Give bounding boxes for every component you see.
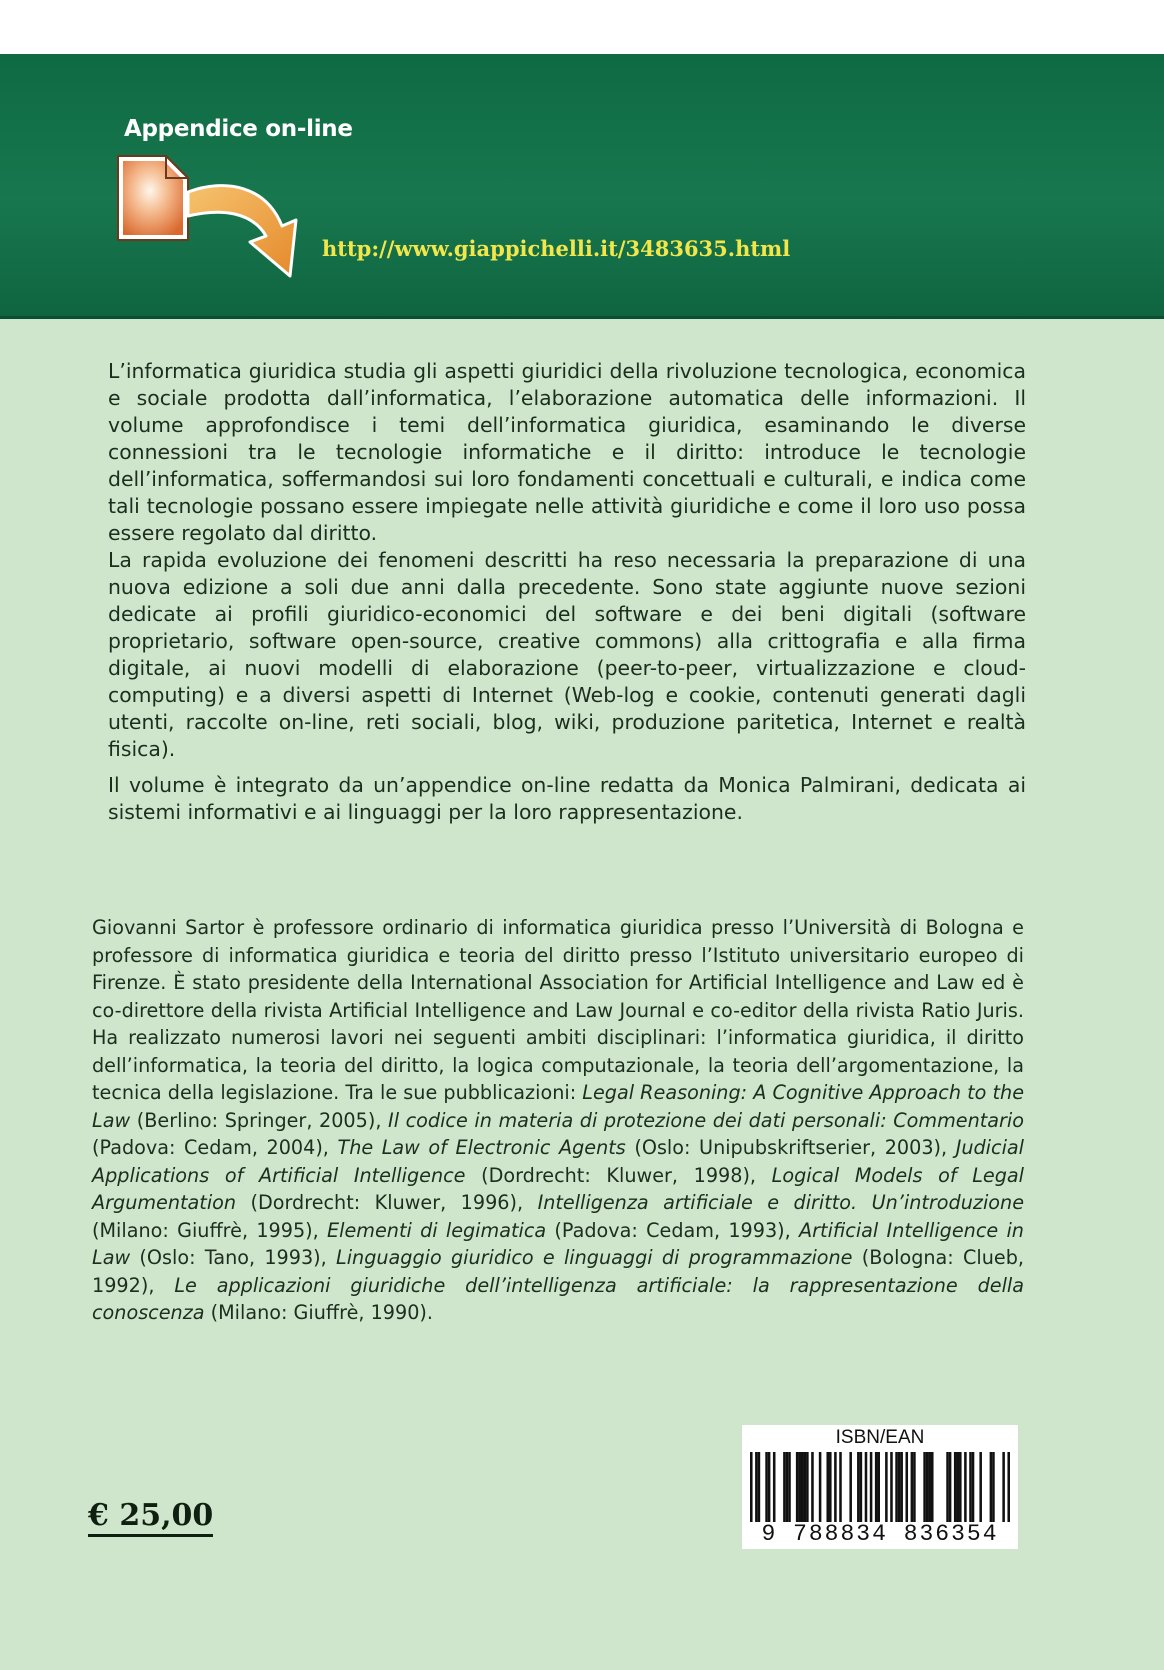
bio-publication-title: Legal Reasoning: A Cognitive Approach to the Law — [92, 1081, 1024, 1132]
bio-publication-title: Le applicazioni giuridiche dell’intelligenza artificiale: la rappresentazione della conoscenza — [92, 1273, 1024, 1324]
isbn-digits: 9 788834 836354 — [761, 1521, 999, 1547]
bio-text-segment: (Padova: Cedam, 2004), — [92, 1136, 338, 1159]
bio-publication-title: Logical Models of Legal Argumentation — [92, 1163, 1024, 1214]
bio-publication-title: Il codice in materia di protezione dei dati personali: Commentario — [388, 1108, 1024, 1132]
bio-text-segment: (Bologna: Clueb, 1992), — [92, 1246, 1025, 1297]
bio-publication-title: The Law of Electronic Agents — [337, 1136, 626, 1159]
bio-text-segment: (Milano: Giuffrè, 1990). — [204, 1301, 434, 1324]
description-paragraph: La rapida evoluzione dei fenomeni descritti ha reso necessaria la preparazione di una nuova edizione a soli due anni dalla precedente. Sono state aggiunte nuove sezioni dedicate ai profili giuridico-economici del software e dei beni digitali (software proprietario, software open-source, creative commons) alla crittografia e alla firma digitale, ai nuovi modelli di elaborazione (peer-to-peer, virtualizzazione e cloud-computing) e a diversi aspetti di Internet (Web-log e cookie, contenuti generati dagli utenti, raccolte on-line, reti sociali, blog, wiki, produzione paritetica, Internet e realtà fisica). — [108, 548, 1026, 761]
author-bio — [92, 914, 1024, 1327]
description-paragraph: L’informatica giuridica studia gli aspetti giuridici della rivoluzione tecnologica, economica e sociale prodotta dall’informatica, l’elaborazione automatica delle informazioni. Il volume approfondisce i temi dell’informatica giuridica, esaminando le diverse connessioni tra le tecnologie informatiche e il diritto: introduce le tecnologie dell’informatica, soffermandosi sui loro fondamenti concettuali e culturali, e indica come tali tecnologie possano essere impiegate nelle attività giuridiche e come il loro uso possa essere regolato dal diritto. — [108, 359, 1026, 545]
isbn-barcode — [742, 1425, 1018, 1549]
curved-arrow-icon — [186, 164, 316, 314]
bio-text-segment: (Dordrecht: Kluwer, 1998), — [465, 1163, 772, 1187]
top-white-strip — [0, 0, 1164, 54]
appendix-banner — [0, 54, 1164, 319]
author-bio-text — [92, 914, 1024, 1327]
description-paragraph: Il volume è integrato da un’appendice on-line redatta da Monica Palmirani, dedicata ai sistemi informativi e ai linguaggi per la loro rappresentazione. — [108, 773, 1026, 824]
bio-text-segment: Giovanni Sartor è professore ordinario di informatica giuridica presso l’Università di Bologna e professore di informatica giuridica e teoria del diritto presso l’Istituto universitario europeo di Firenze. È stato presidente della International Association for Artificial Intelligence and Law ed è co-direttore della rivista Artificial Intelligence and Law Journal e co-editor della rivista Ratio Juris. Ha realizzato numerosi lavori nei seguenti ambiti disciplinari: l’informatica giuridica, il diritto dell’informatica, la teoria del diritto, la logica computazionale, la teoria dell’argomentazione, la tecnica della legislazione. Tra le sue pubblicazioni: — [92, 916, 1024, 1104]
appendix-label: Appendice on-line — [124, 116, 353, 142]
price-label: € 25,00 — [88, 1498, 213, 1537]
bio-text-segment: (Dordrecht: Kluwer, 1996), — [236, 1191, 538, 1214]
bio-publication-title: Intelligenza artificiale e diritto. Un’introduzione — [537, 1191, 1024, 1214]
bio-text-segment: (Berlino: Springer, 2005), — [130, 1108, 389, 1132]
isbn-label: ISBN/EAN — [835, 1427, 925, 1448]
bio-text-segment: (Padova: Cedam, 1993), — [546, 1218, 800, 1242]
bio-publication-title: Linguaggio giuridico e linguaggi di programmazione — [336, 1246, 853, 1269]
bio-publication-title: Elementi di legimatica — [327, 1218, 547, 1242]
bio-text-segment: (Oslo: Tano, 1993), — [130, 1246, 337, 1269]
book-description — [108, 358, 1026, 835]
bio-publication-title: Artificial Intelligence in Law — [92, 1218, 1024, 1269]
bio-text-segment: (Milano: Giuffrè, 1995), — [92, 1218, 328, 1242]
barcode-bars — [750, 1452, 1010, 1522]
document-icon — [114, 152, 192, 244]
bio-text-segment: (Oslo: Unipubskriftserier, 2003), — [625, 1136, 956, 1159]
bio-publication-title: Judicial Applications of Artificial Intelligence — [92, 1136, 1024, 1187]
appendix-url-link[interactable]: http://www.giappichelli.it/3483635.html — [322, 236, 791, 261]
